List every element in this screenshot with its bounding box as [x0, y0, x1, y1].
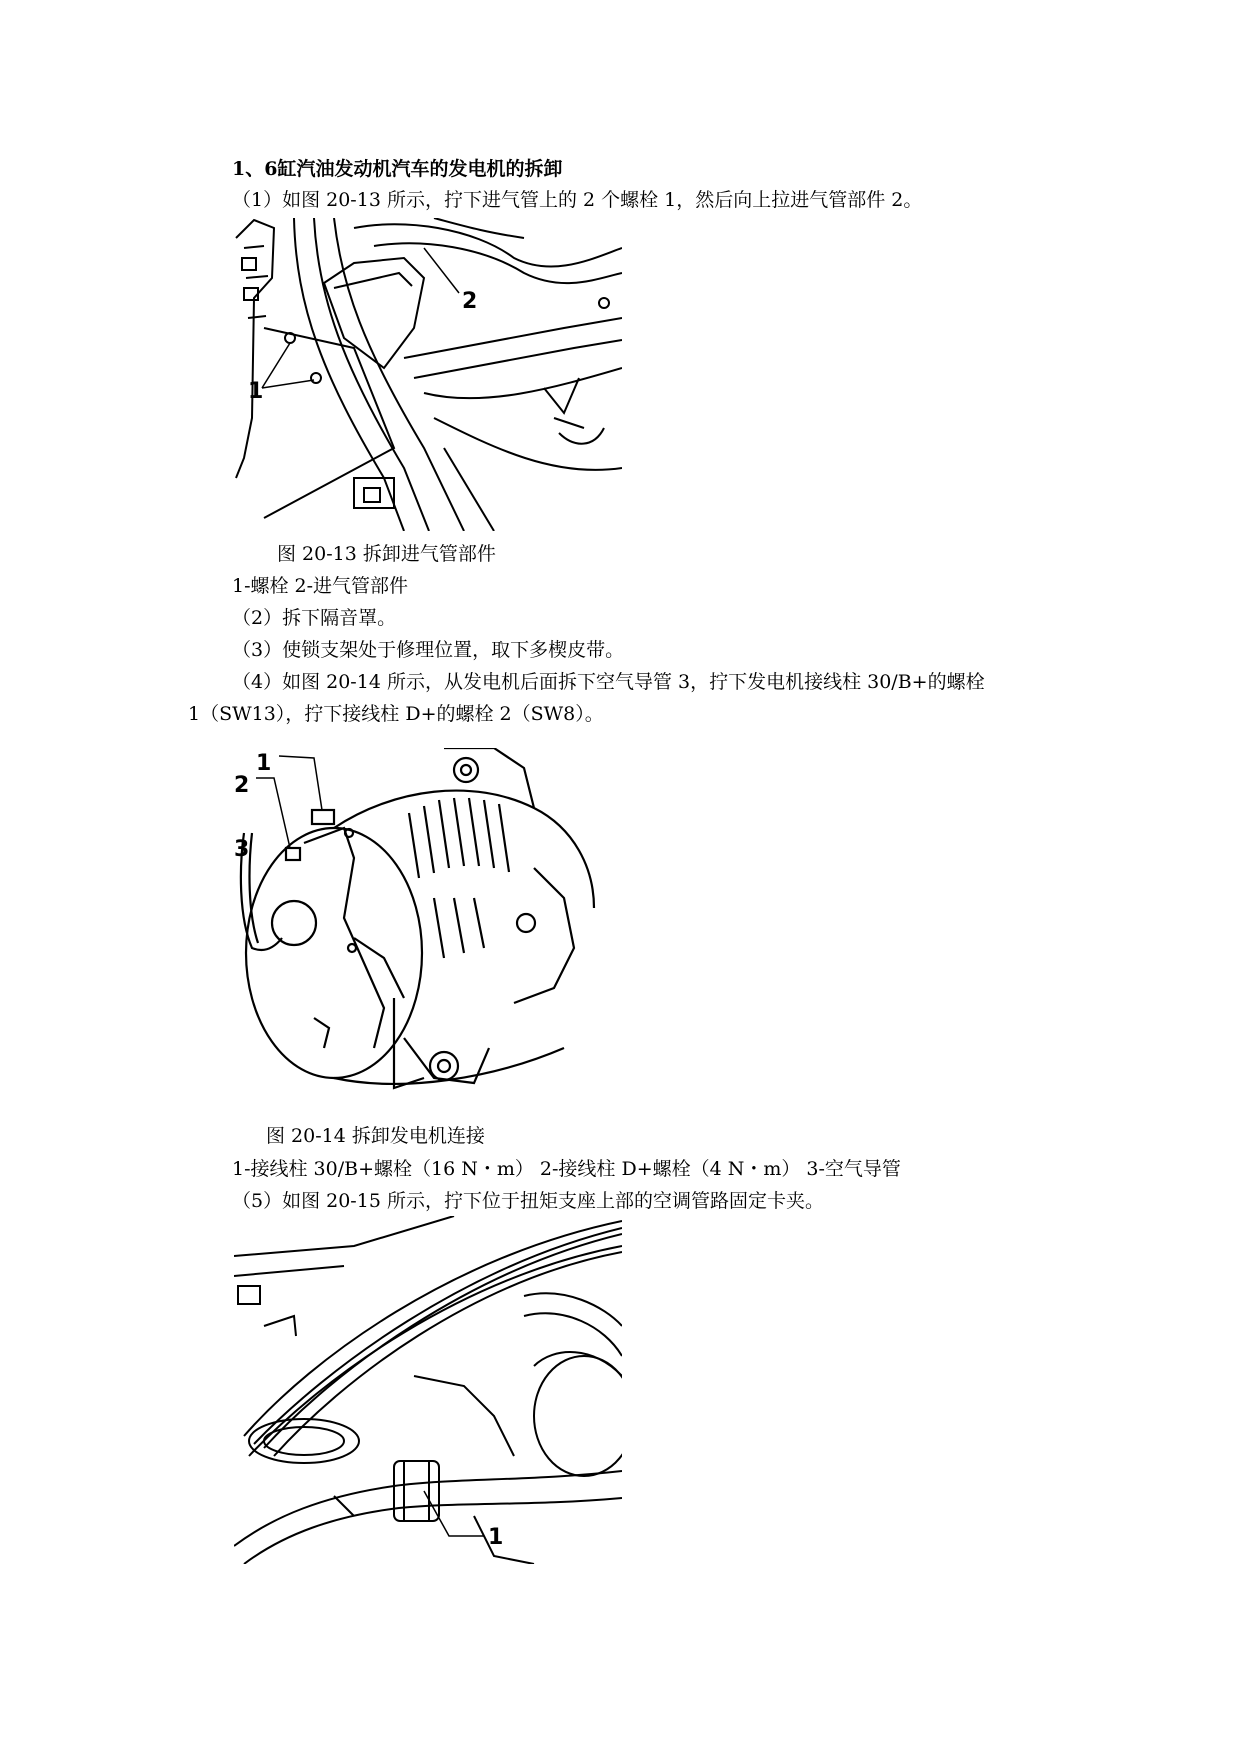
figure-20-15-ac-line-clamp: [234, 1216, 622, 1564]
figure-20-13-intake-manifold: [234, 218, 622, 531]
callout-1: 1: [256, 751, 272, 776]
callout-3: 3: [234, 837, 250, 862]
callout-2: 2: [462, 289, 478, 314]
step-2-text: （2）拆下隔音罩。: [232, 607, 397, 629]
figure-20-14-caption: 图 20-14 拆卸发电机连接: [266, 1125, 485, 1147]
figure-20-15-drawing: [234, 1216, 622, 1564]
callout-1: 1: [488, 1525, 504, 1550]
callout-2: 2: [234, 773, 250, 798]
figure-20-14-drawing: [234, 748, 630, 1101]
step-4-text-line-2: 1（SW13），拧下接线柱 D+的螺栓 2（SW8）。: [188, 703, 604, 725]
step-1-text: （1）如图 20-13 所示，拧下进气管上的 2 个螺栓 1，然后向上拉进气管部件 2。: [232, 189, 923, 211]
figure-20-14-legend: 1-接线柱 30/B+螺栓（16 N・m） 2-接线柱 D+螺栓（4 N・m） 3-空气导管: [232, 1158, 901, 1180]
figure-20-13-legend: 1-螺栓 2-进气管部件: [232, 575, 409, 597]
section-heading: 1、6缸汽油发动机汽车的发电机的拆卸: [232, 158, 563, 180]
figure-20-13-drawing: [234, 218, 622, 531]
figure-20-14-alternator: [234, 748, 630, 1101]
step-4-text-line-1: （4）如图 20-14 所示，从发电机后面拆下空气导管 3，拧下发电机接线柱 30/B+的螺栓: [232, 671, 985, 693]
step-5-text: （5）如图 20-15 所示，拧下位于扭矩支座上部的空调管路固定卡夹。: [232, 1190, 824, 1212]
figure-20-13-caption: 图 20-13 拆卸进气管部件: [277, 543, 496, 565]
callout-1: 1: [248, 379, 264, 404]
step-3-text: （3）使锁支架处于修理位置，取下多楔皮带。: [232, 639, 625, 661]
